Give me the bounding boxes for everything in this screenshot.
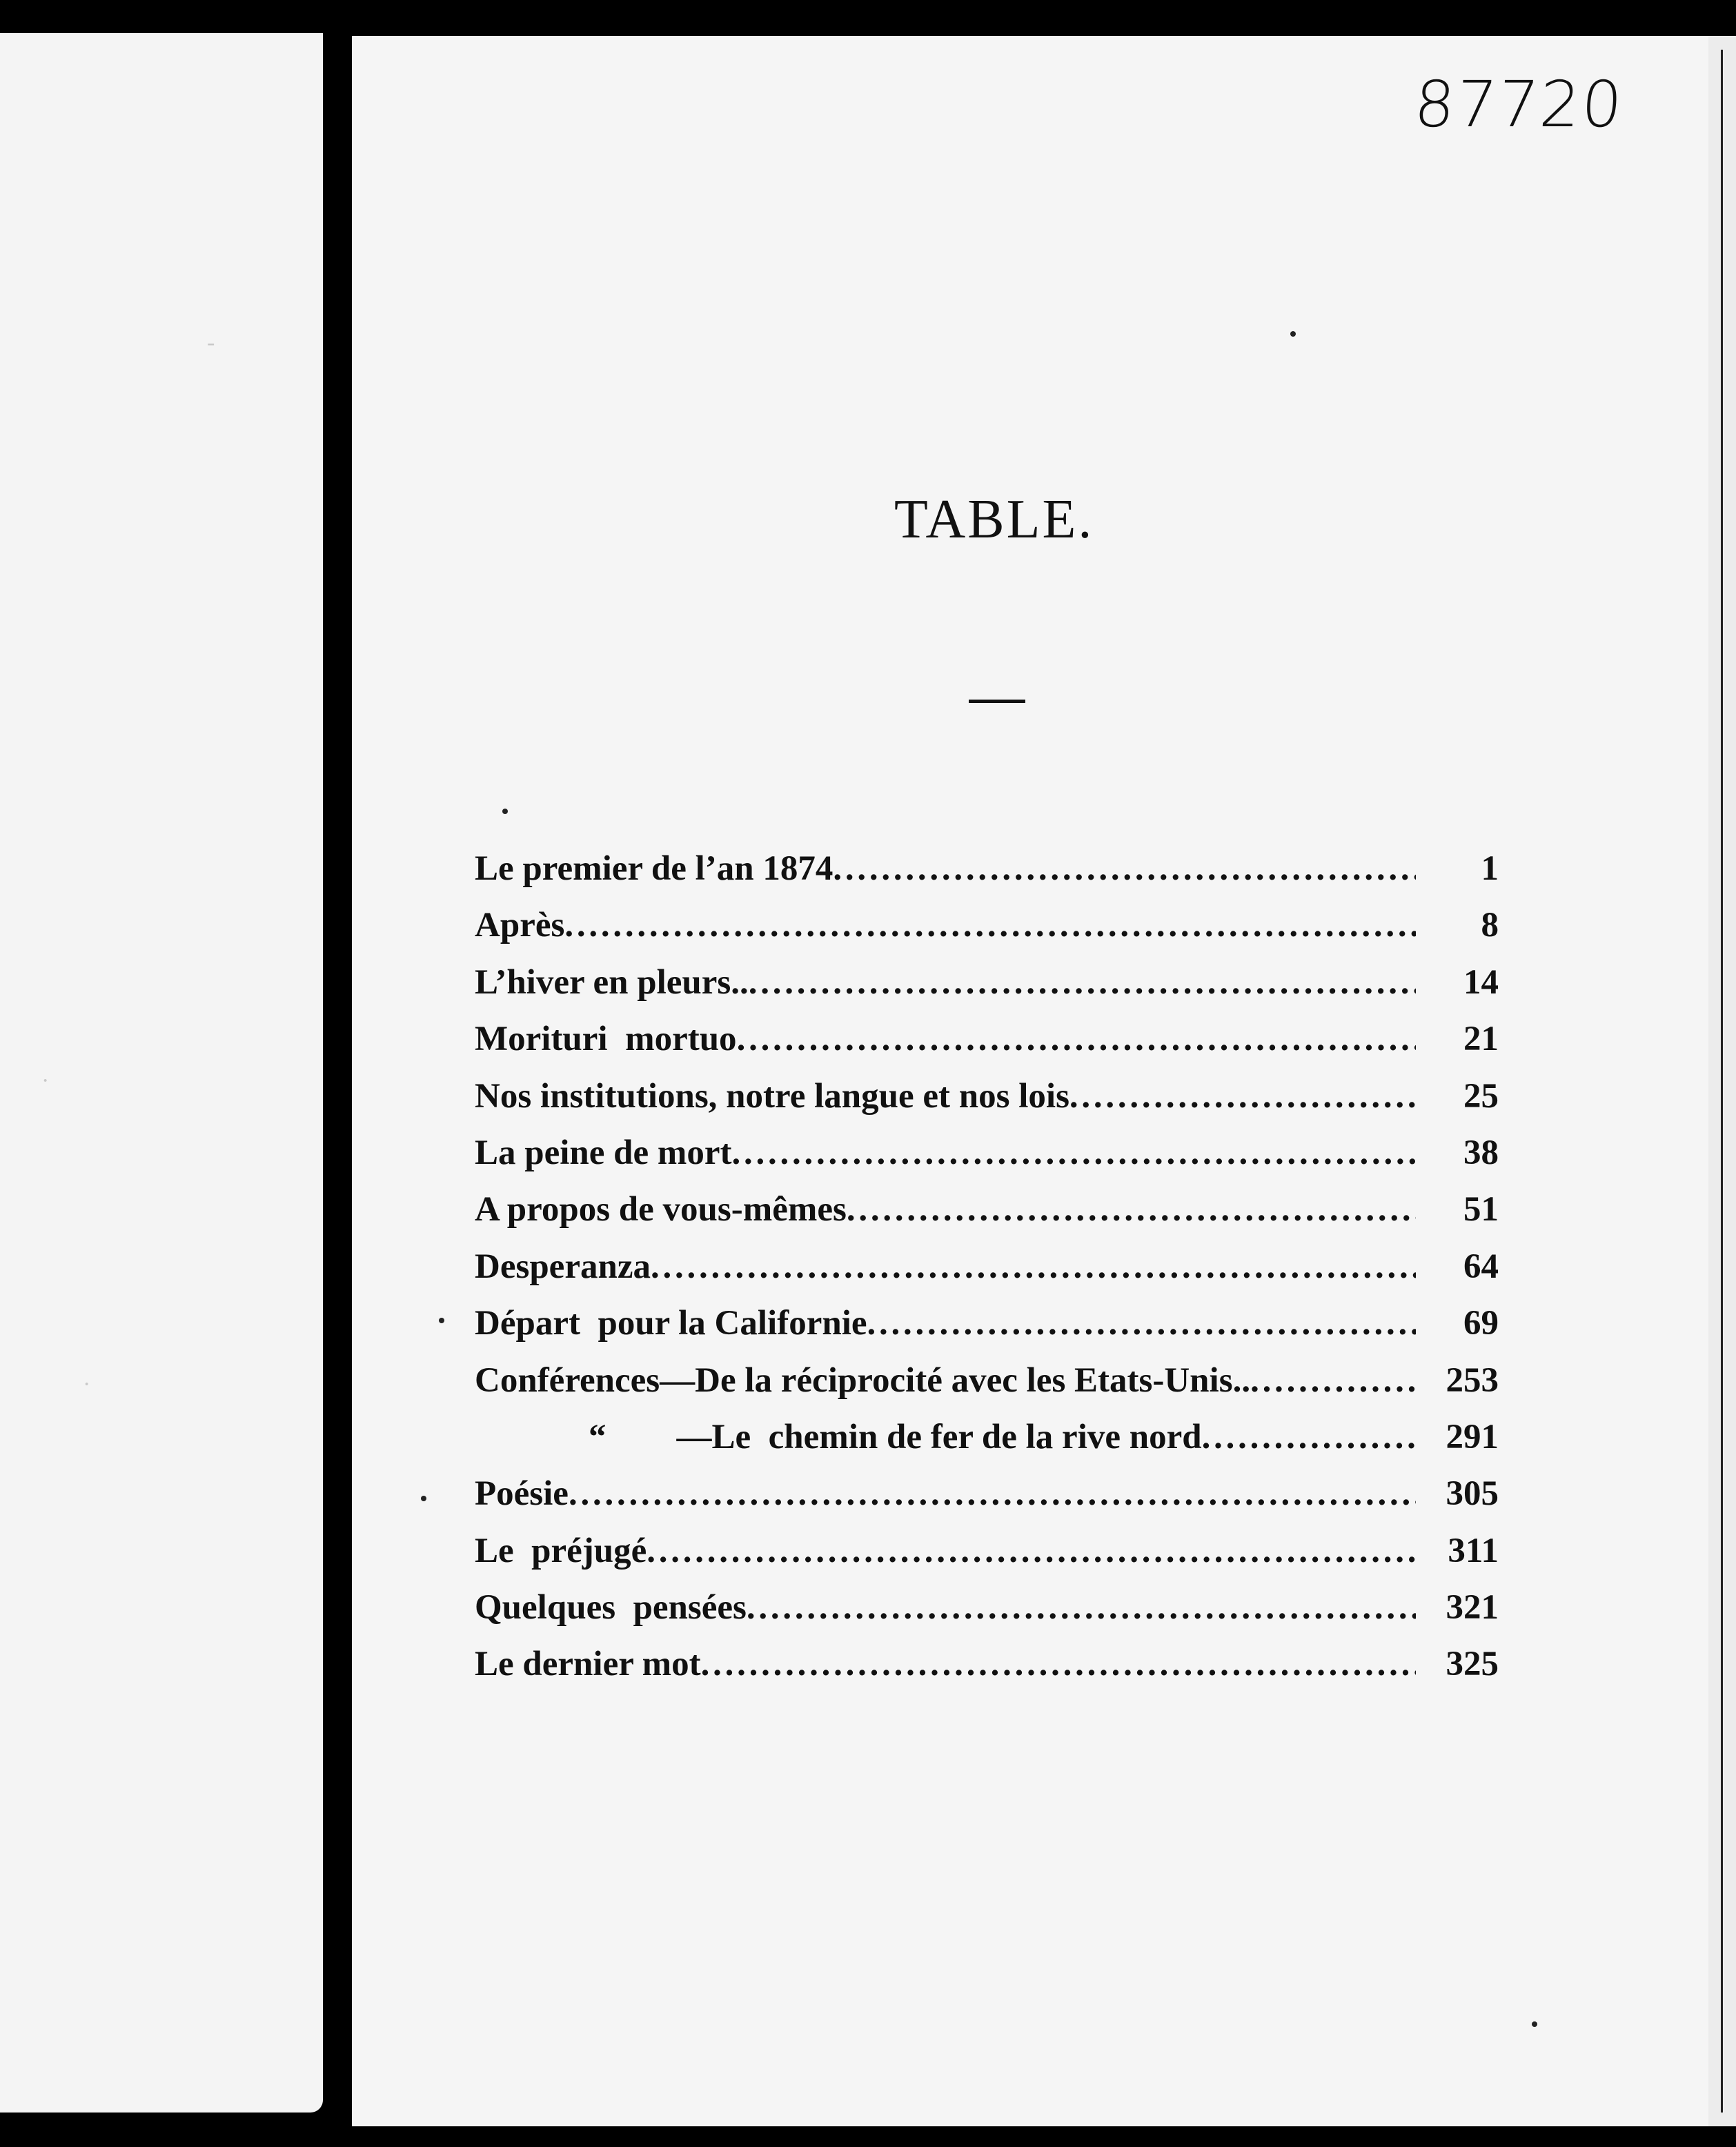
ink-speck [502,809,508,814]
dot-leader [564,905,1416,945]
toc-entry [475,1133,1499,1189]
toc-entry-title: Conférences—De la réciprocité avec les Etats-Unis.. [475,1361,1251,1400]
toc-entry-page: 311 [1448,1531,1499,1570]
bleed-through-mark: ‑ [207,330,215,355]
page-edge-line [1721,50,1723,2113]
dot-leader [701,1644,1416,1684]
toc-entry-title: Le préjugé [475,1531,647,1570]
dot-leader [569,1474,1416,1514]
page-edge [1708,36,1736,2126]
dot-leader [647,1531,1416,1571]
toc-entry [475,1303,1499,1360]
toc-entry-title: Le premier de l’an 1874 [475,849,834,888]
ink-speck [421,1496,426,1501]
toc-entry-page: 25 [1463,1076,1499,1116]
toc-entry [475,1587,1499,1644]
toc-entry-page: 69 [1463,1304,1499,1343]
toc-entry-title: Le dernier mot [475,1645,701,1684]
toc-entry-title: Morituri mortuo [475,1020,737,1059]
toc-entry [475,1531,1499,1587]
toc-entry-page: 321 [1446,1588,1499,1627]
toc-entry [475,849,1499,905]
toc-entry [475,962,1499,1019]
dot-leader [732,1133,1416,1173]
dot-leader [1202,1417,1416,1457]
toc-entry-title: Quelques pensées [475,1588,747,1627]
bleed-through-mark: · [41,1068,50,1094]
toc-entry-title: Nos institutions, notre langue et nos lois [475,1076,1069,1116]
dot-leader [867,1303,1416,1343]
toc-entry-title: La peine de mort [475,1133,732,1172]
toc-entry-page: 291 [1446,1417,1499,1456]
toc-entry-title: Poésie [475,1474,569,1514]
toc-entry [475,1019,1499,1076]
toc-entry-page: 305 [1446,1474,1499,1514]
toc-entry-page: 325 [1446,1645,1499,1684]
toc-entry-page: 1 [1481,849,1499,888]
toc-entry-title: L’hiver en pleurs.. [475,962,749,1002]
toc-entry-title: Après [475,906,565,945]
bleed-through-mark: · [83,1372,91,1397]
toc-entry [475,1474,1499,1530]
toc-entry [475,1644,1499,1701]
dot-leader [749,962,1416,1002]
facing-page [0,33,323,2113]
toc-entry [475,1417,1499,1474]
ink-speck [439,1318,444,1323]
dot-leader [1250,1361,1416,1401]
toc-entry-page: 14 [1463,962,1499,1002]
toc-entry [475,1076,1499,1133]
toc-entry [475,1247,1499,1303]
toc-entry [475,1189,1499,1246]
table-of-contents [475,849,1499,1701]
toc-entry-page: 21 [1463,1020,1499,1059]
ink-speck [1532,2021,1537,2027]
toc-entry-page: 51 [1463,1190,1499,1229]
dot-leader [1069,1076,1416,1116]
toc-entry-page: 64 [1463,1247,1499,1286]
title-rule [969,700,1025,703]
ink-speck [1290,331,1296,337]
toc-entry [475,1361,1499,1417]
page-title: TABLE. [894,489,1094,550]
toc-entry-title: “ —Le chemin de fer de la rive nord [589,1417,1202,1456]
dot-leader [651,1247,1416,1287]
call-number: 87720 [1412,68,1626,141]
dot-leader [833,849,1416,889]
toc-entry [475,905,1499,962]
dot-leader [747,1587,1416,1627]
dot-leader [737,1019,1416,1059]
toc-entry-title: Départ pour la Californie [475,1304,867,1343]
toc-entry-title: A propos de vous-mêmes [475,1190,847,1229]
dot-leader [847,1189,1416,1229]
toc-entry-page: 38 [1463,1133,1499,1172]
toc-entry-page: 8 [1481,906,1499,945]
toc-entry-title: Desperanza [475,1247,651,1286]
toc-entry-page: 253 [1446,1361,1499,1400]
